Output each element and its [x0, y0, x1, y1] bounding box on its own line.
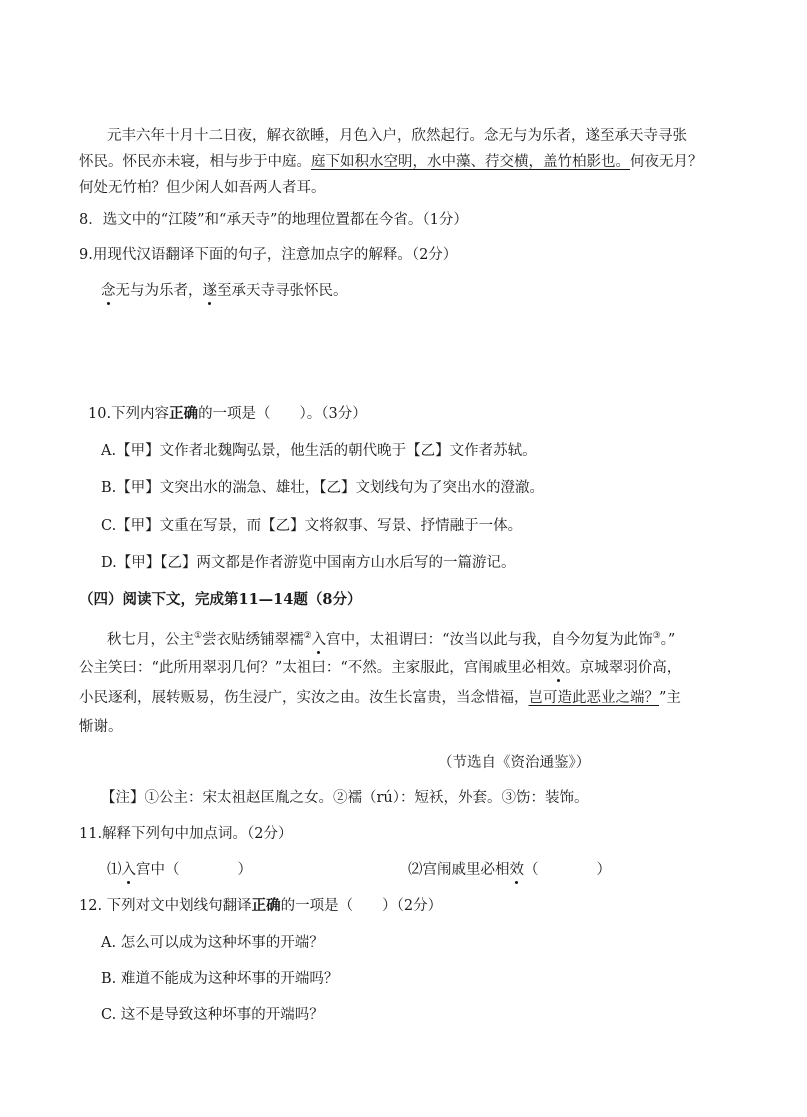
passage-yi-line-2 [79, 152, 703, 172]
question-12-option-b: B. 难道不能成为这种坏事的开端吗？ [101, 971, 339, 987]
question-12-option-c: C. 这不是导致这种坏事的开端吗？ [101, 1007, 324, 1023]
footnote-1: ① [194, 631, 203, 641]
question-11-stem: 11.解释下列句中加点词。（2分） [79, 826, 293, 842]
annotation-note: 【注】①公主：宋太祖赵匡胤之女。②襦（rú）：短袄，外套。③饬：装饰。 [101, 790, 589, 806]
dotted-char: 入 [121, 862, 136, 878]
question-12-stem [79, 896, 442, 916]
passage-si-line-3 [79, 688, 681, 708]
stem-post: 的一项是（ ）。（3分） [198, 406, 367, 422]
passage-si-line-2 [79, 658, 681, 678]
answer-blank[interactable]: 宫中（ ） [136, 862, 252, 878]
text-run: 公主笑曰：“此所用翠羽几何？”太祖曰：“不然。主家服此，宫闱戚里必相 [79, 660, 551, 676]
text-run: ”主 [659, 690, 681, 706]
text-run: 。京城翠羽价高， [565, 660, 682, 676]
question-10-stem [88, 404, 367, 424]
text-run: ⑵宫闱戚里必相 [408, 862, 510, 878]
question-10-option-a: A.【甲】文作者北魏陶弘景，他生活的朝代晚于【乙】文作者苏轼。 [101, 443, 537, 459]
stem-pre: 10.下列内容 [88, 406, 170, 422]
passage-yi-line-2-pre: 怀民。怀民亦未寝，相与步于中庭。 [79, 154, 311, 170]
source-citation: （节选自《资治通鉴》） [438, 755, 591, 771]
dotted-char: 念 [101, 283, 116, 299]
footnote-2: ② [303, 631, 312, 641]
text-run: 秋七月，公主 [107, 631, 194, 648]
section-4-heading: （四）阅读下文，完成第11—14题（8分） [79, 591, 362, 608]
dotted-char: 遂 [202, 283, 217, 299]
sentence-post: 至承天寺寻张怀民。 [217, 283, 348, 299]
question-10-option-c: C.【甲】文重在写景，而【乙】文将叙事、写景、抒情融于一体。 [101, 518, 523, 534]
underlined-sentence: 岂可造此恶业之端？ [528, 690, 659, 706]
question-11-item-1 [107, 860, 252, 880]
dotted-char: 效 [509, 862, 524, 878]
passage-si-line-1 [107, 626, 675, 650]
text-run: 。” [660, 631, 676, 648]
stem-bold: 正确 [169, 405, 199, 422]
stem-bold: 正确 [251, 897, 281, 914]
sentence-mid: 无与为乐者， [115, 283, 203, 299]
question-11-item-2 [408, 860, 611, 880]
dotted-char: 效 [550, 660, 566, 676]
question-8: 8．选文中的“江陵”和“承天寺”的地理位置都在今省。（1分） [79, 212, 468, 228]
answer-blank[interactable]: （ ） [524, 862, 611, 878]
footnote-3: ③ [652, 631, 661, 641]
underlined-sentence: 庭下如积水空明，水中藻、荇交横，盖竹柏影也。 [311, 154, 630, 170]
passage-yi-line-2-post: 何夜无月？ [630, 154, 703, 170]
question-10-option-d: D.【甲】【乙】两文都是作者游览中国南方山水后写的一篇游记。 [101, 555, 516, 571]
question-9-sentence [101, 281, 348, 301]
text-run: ⑴ [107, 862, 122, 878]
dotted-char: 入 [311, 631, 327, 648]
text-run: 小民逐利，展转贩易，伤生浸广，实汝之由。汝生长富贵，当念惜福， [79, 690, 529, 706]
text-run: 尝衣贴绣铺翠襦 [202, 631, 304, 648]
question-9-stem: 9.用现代汉语翻译下面的句子，注意加点字的解释。（2分） [79, 247, 458, 263]
text-run: 宫中，太祖谓曰：“汝当以此与我，自今勿复为此饰 [326, 631, 653, 648]
passage-yi-line-3: 何处无竹柏？但少闲人如吾两人者耳。 [79, 180, 326, 196]
passage-si-line-4: 惭谢。 [79, 719, 123, 735]
question-12-option-a: A. 怎么可以成为这种坏事的开端？ [101, 935, 324, 951]
passage-yi-line-1: 元丰六年十月十二日夜，解衣欲睡，月色入户，欣然起行。念无与为乐者，遂至承天寺寻张 [107, 128, 687, 144]
stem-pre: 12. 下列对文中划线句翻译 [79, 898, 252, 914]
stem-post: 的一项是（ ）（2分） [280, 898, 443, 914]
question-10-option-b: B.【甲】文突出水的湍急、雄壮，【乙】文划线句为了突出水的澄澈。 [101, 480, 545, 496]
